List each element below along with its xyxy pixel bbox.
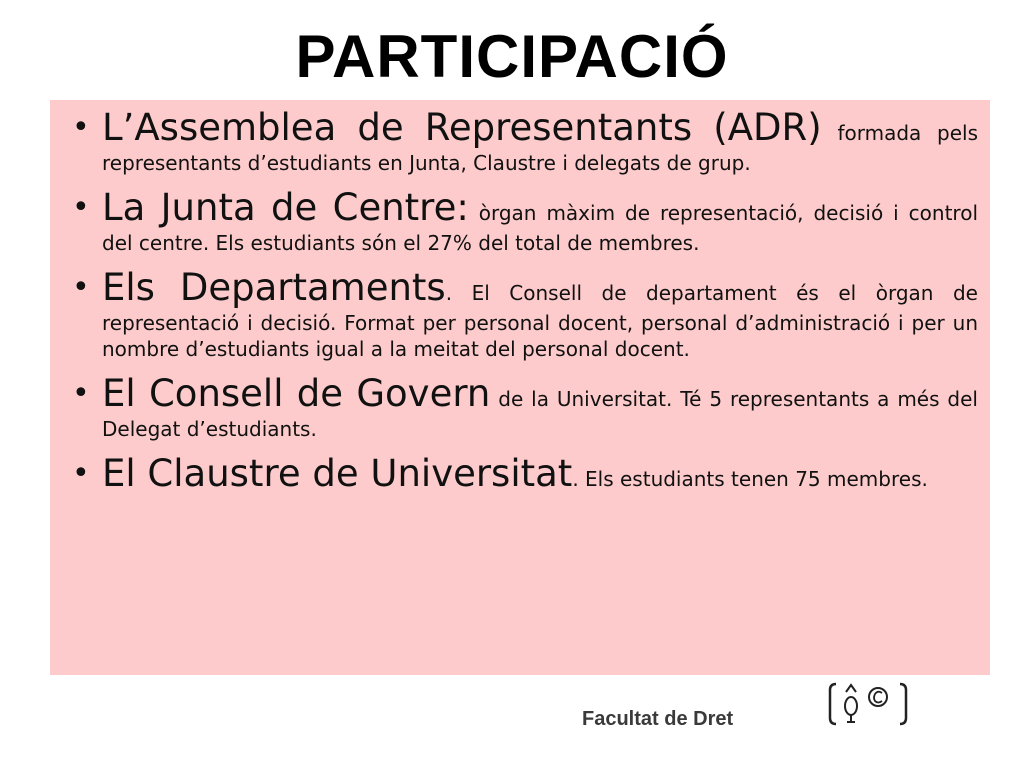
- content-box: [50, 100, 990, 675]
- list-item-consell-govern: [72, 372, 978, 442]
- item-lead: L’Assemblea de Representants (ADR): [102, 106, 822, 149]
- faculty-logo-icon: [828, 680, 908, 728]
- item-lead: El Consell de Govern: [102, 372, 491, 415]
- bullet-icon: •: [72, 110, 90, 145]
- bullet-icon: •: [72, 190, 90, 225]
- item-text: de la Universitat. Té 5 representants a més del Delegat d’estudiants.: [102, 387, 978, 441]
- item-text: . Els estudiants tenen 75 membres.: [572, 467, 928, 491]
- list-item-departaments: [72, 266, 978, 362]
- list-item-junta: [72, 186, 978, 256]
- slide-title: PARTICIPACIÓ: [295, 23, 729, 90]
- item-lead: La Junta de Centre:: [102, 186, 469, 229]
- footer-label: Facultat de Dret: [582, 708, 734, 730]
- bullet-icon: •: [72, 376, 90, 411]
- bullet-list: [72, 106, 978, 496]
- item-lead: Els Departaments: [102, 266, 446, 309]
- list-item-claustre: [72, 452, 978, 496]
- list-item-assemblea: [72, 106, 978, 176]
- bullet-icon: •: [72, 456, 90, 491]
- item-text: . El Consell de departament és el òrgan de representació i decisió. Format per personal docent, personal d’administració i per un nombre d’estudiants igual a la meitat del personal docent.: [102, 281, 978, 361]
- bullet-icon: •: [72, 270, 90, 305]
- item-lead: El Claustre de Universitat: [102, 452, 573, 495]
- item-text: òrgan màxim de representació, decisió i control del centre. Els estudiants són el 27% del total de membres.: [102, 201, 978, 255]
- item-text: formada pels representants d’estudiants en Junta, Claustre i delegats de grup.: [102, 121, 979, 175]
